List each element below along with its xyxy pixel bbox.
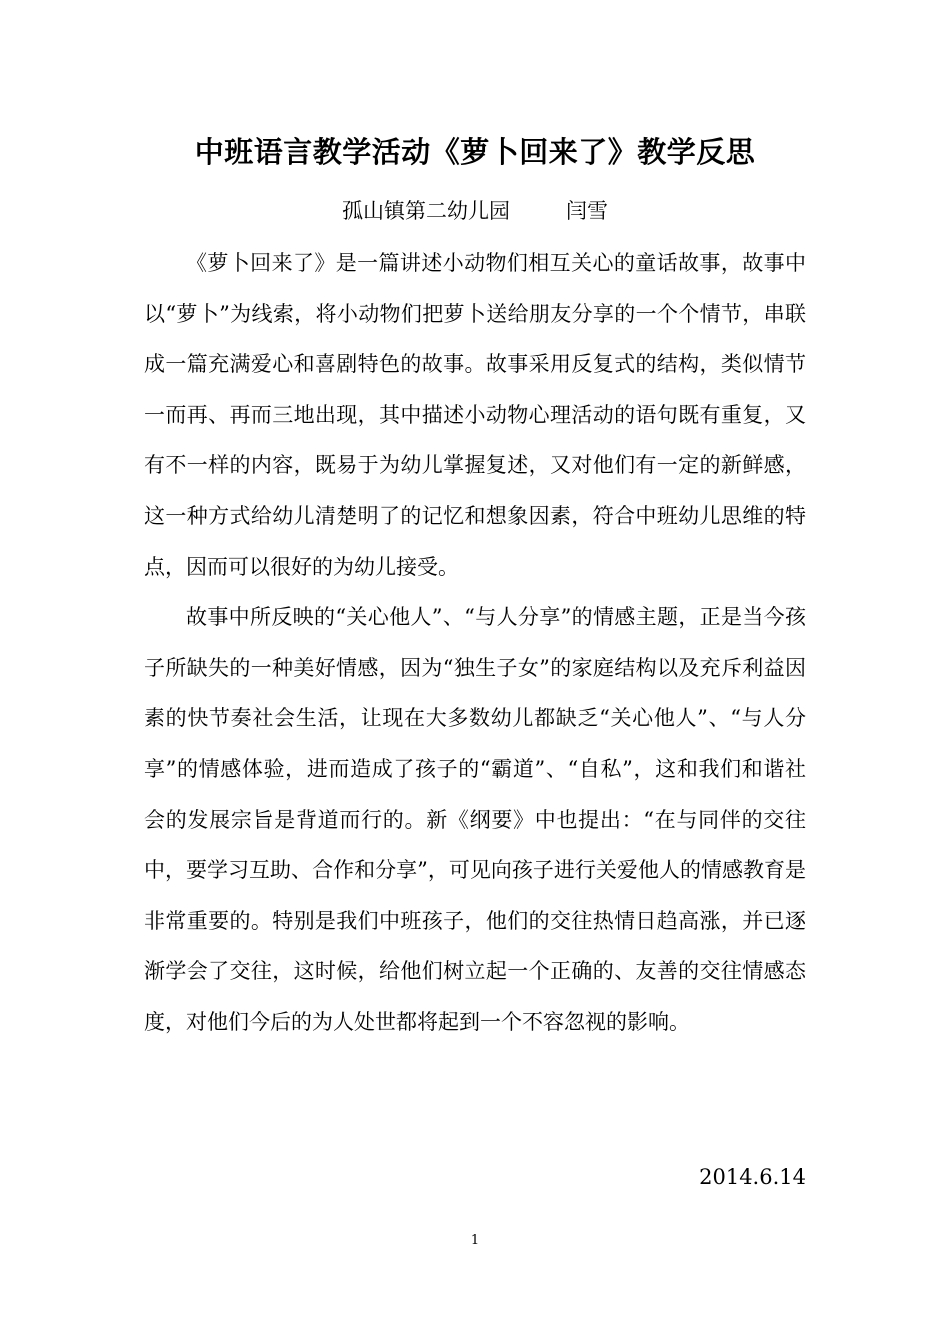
document-title: 中班语言教学活动《萝卜回来了》教学反思 (194, 135, 756, 169)
organization-name: 孤山镇第二幼儿园 (342, 199, 510, 223)
paragraph: 《萝卜回来了》是一篇讲述小动物们相互关心的童话故事，故事中以“萝卜”为线索，将小动物们把萝卜送给朋友分享的一个个情节，串联成一篇充满爱心和喜剧特色的故事。故事采用反复式的结构，类似情节一而再、再而三地出现，其中描述小动物心理活动的语句既有重复，又有不一样的内容，既易于为幼儿掌握复述，又对他们有一定的新鲜感，这一种方式给幼儿清楚明了的记忆和想象因素，符合中班幼儿思维的特点，因而可以很好的为幼儿接受。 (144, 251, 806, 579)
byline (0, 196, 950, 226)
document-body (144, 238, 806, 1048)
document-date: 2014.6.14 (699, 1165, 806, 1189)
page-number: 1 (470, 1233, 480, 1248)
paragraph: 故事中所反映的“关心他人”、“与人分享”的情感主题，正是当今孩子所缺失的一种美好情感，因为“独生子女”的家庭结构以及充斥利益因素的快节奏社会生活，让现在大多数幼儿都缺乏“关心他人”、“与人分享”的情感体验，进而造成了孩子的“霸道”、“自私”，这和我们和谐社会的发展宗旨是背道而行的。新《纲要》中也提出：“在与同伴的交往中，要学习互助、合作和分享”，可见向孩子进行关爱他人的情感教育是非常重要的。特别是我们中班孩子，他们的交往热情日趋高涨，并已逐渐学会了交往，这时候，给他们树立起一个正确的、友善的交往情感态度，对他们今后的为人处世都将起到一个不容忽视的影响。 (144, 605, 806, 1034)
author-name: 闫雪 (566, 199, 608, 223)
